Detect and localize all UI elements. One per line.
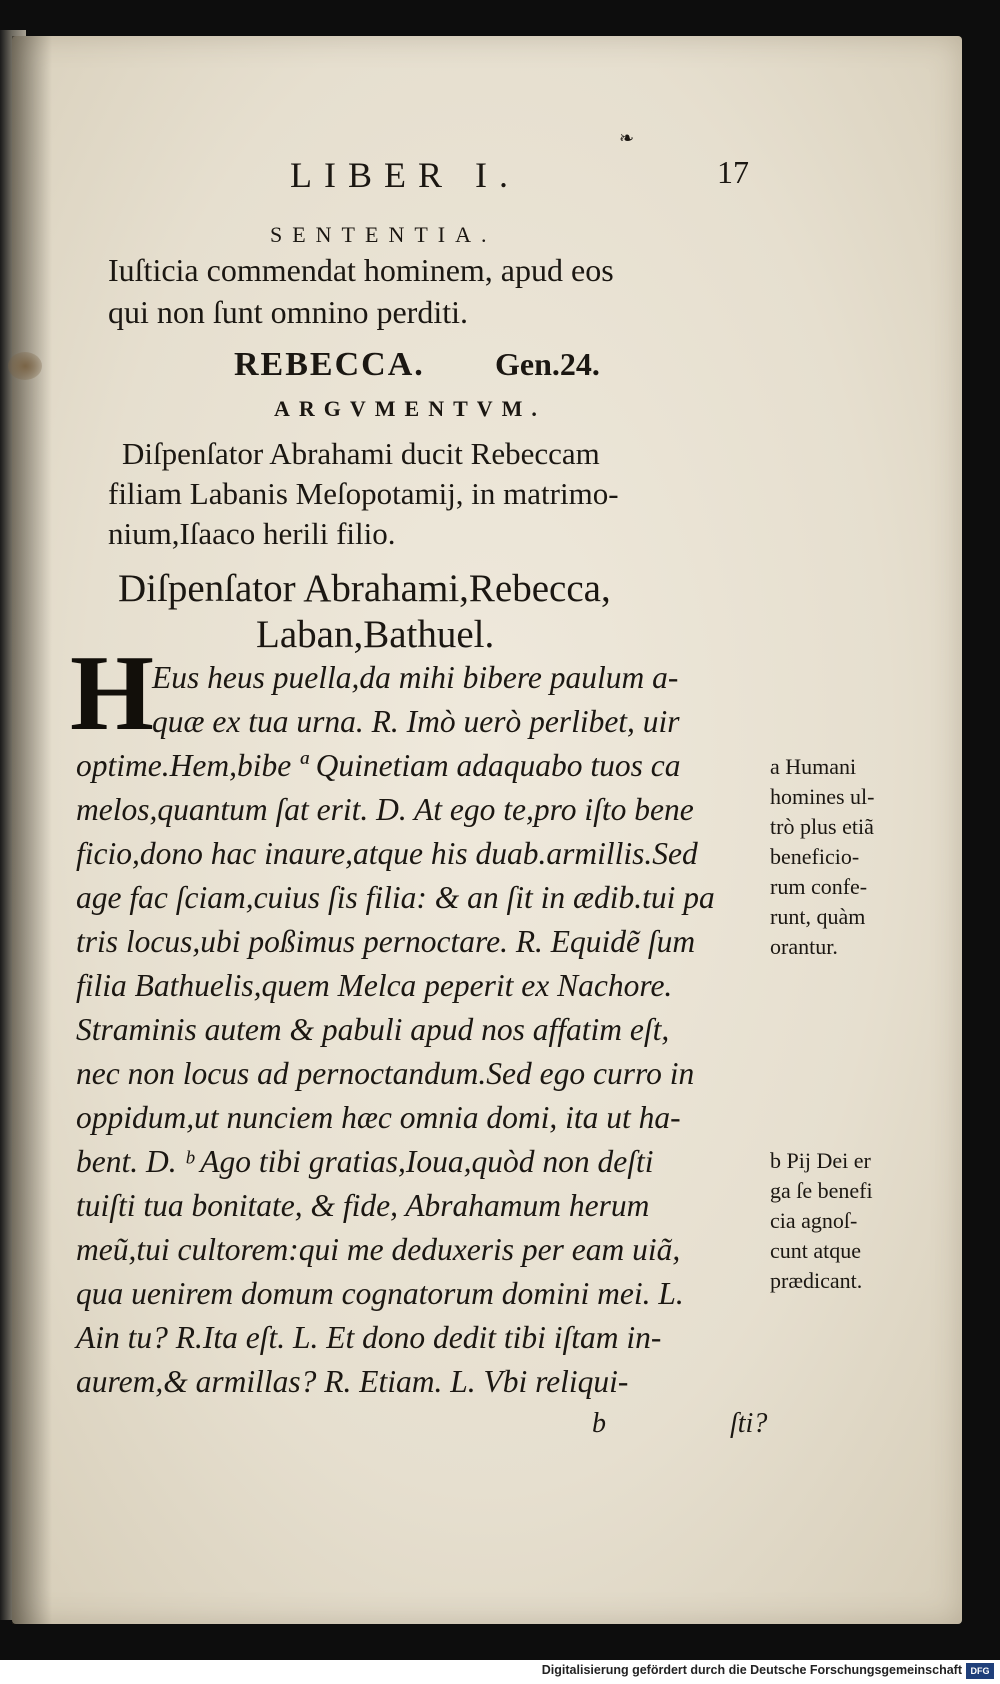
sententia-heading: SENTENTIA.	[270, 222, 497, 247]
marginal-note-b-line: ga ſe benefi	[770, 1178, 873, 1203]
sententia-line: qui non ſunt omnino perditi.	[108, 294, 468, 330]
sententia-line: Iuſticia commendat hominem, apud eos	[108, 252, 614, 288]
dialogue-line: meũ,tui cultorem:qui me deduxeris per eam uiã,	[76, 1232, 681, 1267]
dialogue-line: quæ ex tua urna. R. Imò uerò perlibet, uir	[152, 704, 680, 739]
marginal-note-a-line: runt, quàm	[770, 904, 866, 929]
marginal-note-a-line: a Humani	[770, 754, 857, 779]
marginal-note-b-line: b Pij Dei er	[770, 1148, 871, 1173]
scripture-reference: Gen.24.	[495, 346, 600, 382]
drop-cap: H	[70, 634, 155, 753]
signature-mark: b	[592, 1408, 606, 1439]
marginal-note-b-line: prædicant.	[770, 1268, 863, 1293]
catchword: ſti?	[730, 1408, 768, 1439]
paper-stain	[8, 352, 42, 380]
marginal-note-a-line: homines ul-	[770, 784, 875, 809]
dialogue-line: Straminis autem & pabuli apud nos affatim eſt,	[76, 1012, 670, 1047]
dialogue-line: oppidum,ut nunciem hæc omnia domi, ita ut ha-	[76, 1100, 681, 1135]
argumentum-line: Diſpenſator Abrahami ducit Rebeccam	[122, 436, 600, 471]
dramatis-personae-line: Diſpenſator Abrahami,Rebecca,	[118, 567, 611, 610]
dialogue-line: bent. D. ᵇ Ago tibi gratias,Ioua,quòd non deſti	[76, 1144, 654, 1179]
section-title: REBECCA.	[234, 346, 425, 383]
argumentum-line: filiam Labanis Meſopotamij, in matrimo-	[108, 476, 619, 511]
argumentum-line: nium,Iſaaco herili filio.	[108, 516, 396, 551]
dialogue-line: optime.Hem,bibe ª Quinetiam adaquabo tuos ca	[76, 748, 681, 783]
marginal-note-a-line: trò plus etiã	[770, 814, 874, 839]
marginal-note-b-line: cia agnoſ-	[770, 1208, 858, 1233]
dialogue-line: nec non locus ad pernoctandum.Sed ego curro in	[76, 1056, 695, 1091]
ornament: ❧	[619, 128, 635, 148]
book-page	[12, 36, 962, 1624]
page-number: 17	[717, 154, 749, 190]
dialogue-line: Eus heus puella,da mihi bibere paulum a-	[152, 660, 679, 695]
dialogue-line: age fac ſciam,cuius ſis filia: & an ſit in ædib.tui pa	[76, 880, 715, 915]
footer-bar	[0, 1660, 1000, 1684]
dialogue-line: melos,quantum ſat erit. D. At ego te,pro iſto bene	[76, 792, 694, 827]
marginal-note-b-line: cunt atque	[770, 1238, 862, 1263]
marginal-note-a-line: rum confe-	[770, 874, 868, 899]
marginal-note-a-line: orantur.	[770, 934, 838, 959]
dialogue-line: tris locus,ubi poßimus pernoctare. R. Equidẽ ſum	[76, 924, 696, 959]
marginal-note-a-line: beneficio-	[770, 844, 860, 869]
dramatis-personae-line: Laban,Bathuel.	[256, 613, 495, 656]
running-head: LIBER I.	[290, 155, 520, 195]
funding-credit: Digitalisierung gefördert durch die Deutsche Forschungsgemeinschaft	[541, 1663, 962, 1677]
dialogue-line: Ain tu? R.Ita eſt. L. Et dono dedit tibi iſtam in-	[76, 1320, 662, 1355]
dialogue-line: filia Bathuelis,quem Melca peperit ex Nachore.	[76, 968, 673, 1003]
dialogue-line: ficio,dono hac inaure,atque his duab.armillis.Sed	[76, 836, 698, 871]
dialogue-line: aurem,& armillas? R. Etiam. L. Vbi reliqui-	[76, 1364, 629, 1399]
dialogue-line: qua uenirem domum cognatorum domini mei. L.	[76, 1276, 684, 1311]
dfg-logo: DFG	[966, 1663, 994, 1679]
argumentum-heading: ARGVMENTVM.	[274, 396, 546, 421]
dialogue-line: tuiſti tua bonitate, & fide, Abrahamum herum	[76, 1188, 650, 1223]
